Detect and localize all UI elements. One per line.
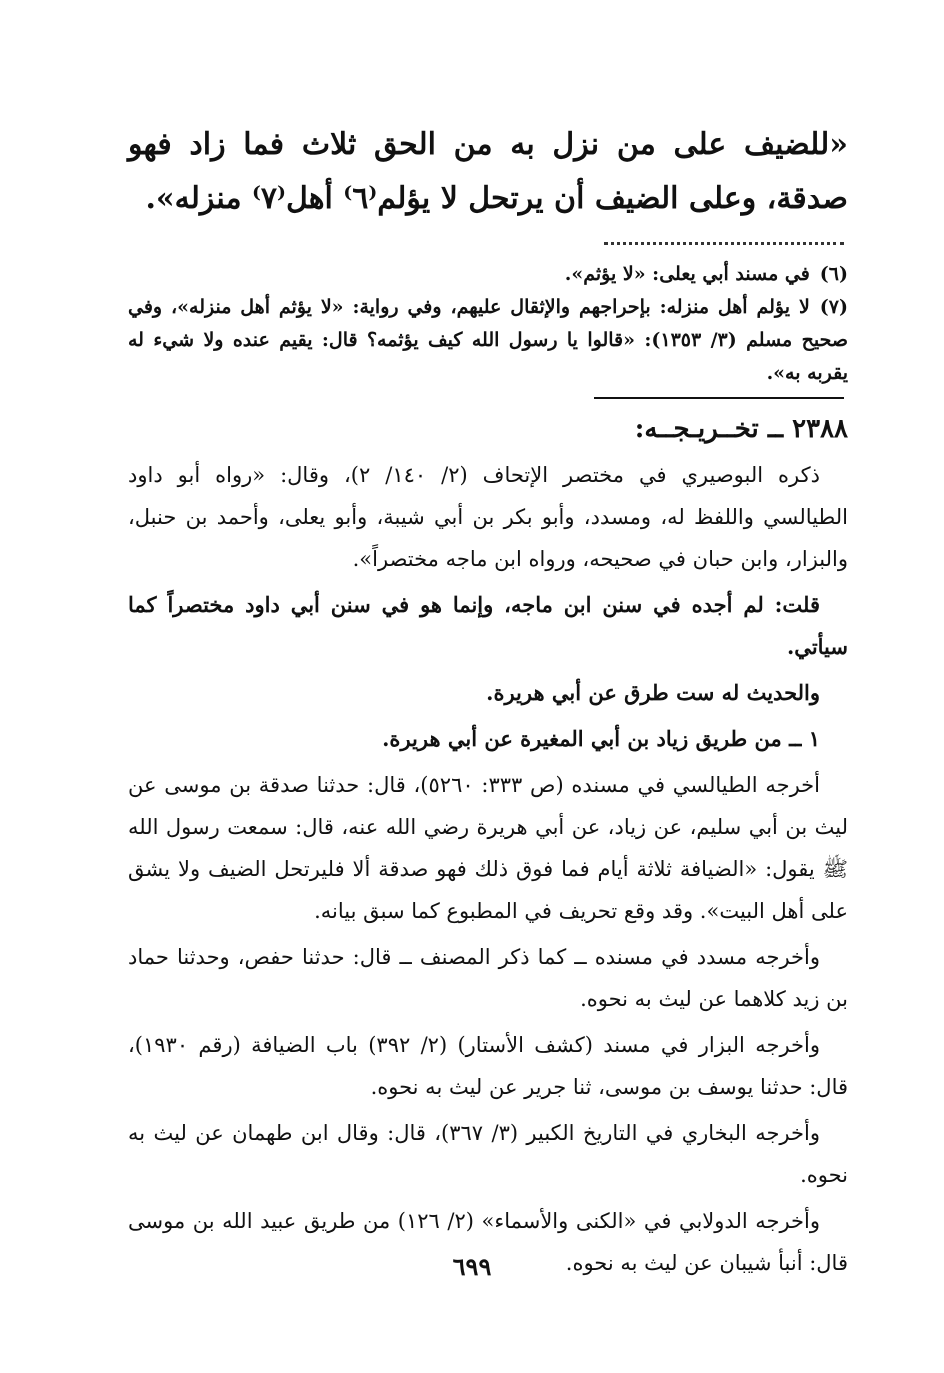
takhrij-section xyxy=(128,408,848,1288)
section-heading: ٢٣٨٨ ــ تخــريـجــه: xyxy=(634,414,848,444)
footnotes xyxy=(128,258,848,390)
paragraph: وأخرجه الدولابي في «الكنى والأسماء» (٢/ ١٢٦) من طريق عبيد الله بن موسى قال: أنبأ شيبان عن ليث به نحوه. xyxy=(128,1209,848,1275)
section-rule xyxy=(594,397,844,399)
paragraph: وأخرجه البخاري في التاريخ الكبير (٣/ ٣٦٧)، قال: وقال ابن طهمان عن ليث به نحوه. xyxy=(128,1121,848,1187)
footnote-6 xyxy=(128,258,848,291)
footnote-number: (٦) xyxy=(819,263,848,285)
paragraph: ذكره البوصيري في مختصر الإتحاف (٢/ ١٤٠/ ٢)، وقال: «رواه أبو داود الطيالسي واللفظ له، ومسدد، وأبو بكر بن أبي شيبة، وأبو يعلى، وأحمد بن حنبل، والبزار، وابن حبان في صحيحه، ورواه ابن ماجه مختصراً». xyxy=(128,463,848,571)
paragraph: قلت: لم أجده في سنن ابن ماجه، وإنما هو في سنن أبي داود مختصراً كما سيأتي. xyxy=(128,592,848,659)
footnote-text: في مسند أبي يعلى: «لا يؤثم». xyxy=(564,263,810,285)
footnote-7 xyxy=(128,291,848,390)
footnote-number: (٧) xyxy=(819,296,848,318)
footnote-text: لا يؤلم أهل منزله: بإحراجهم والإثقال عليهم، وفي رواية: «لا يؤثم أهل منزله»، وفي صحيح مسلم (٣/ ١٣٥٣): «قالوا يا رسول الله كيف يؤثمه؟ قال: يقيم عنده ولا شيء له يقربه به». xyxy=(128,296,848,384)
paragraph: أخرجه الطيالسي في مسنده (ص ٣٣٣: ٥٢٦٠)، قال: حدثنا صدقة بن موسى عن ليث بن أبي سليم، عن زياد، عن أبي هريرة رضي الله عنه، قال: سمعت رسول الله ﷺ يقول: «الضيافة ثلاثة أيام فما فوق ذلك فهو صدقة ألا فليرتحل الضيف ولا يشق على أهل البيت». وقد وقع تحريف في المطبوع كما سبق بيانه. xyxy=(128,773,848,923)
footnote-separator xyxy=(604,232,844,245)
paragraph: ١ ــ من طريق زياد بن أبي المغيرة عن أبي هريرة. xyxy=(382,726,820,751)
paragraph: والحديث له ست طرق عن أبي هريرة. xyxy=(486,680,820,705)
page-number: ٦٩٩ xyxy=(452,1252,492,1281)
paragraph: وأخرجه البزار في مسند (كشف الأستار) (٢/ ٣٩٢) باب الضيافة (رقم ١٩٣٠)، قال: حدثنا يوسف بن موسى، ثنا جرير عن ليث به نحوه. xyxy=(128,1033,848,1099)
paragraph: وأخرجه مسدد في مسنده ــ كما ذكر المصنف ــ قال: حدثنا حفص، وحدثنا حماد بن زيد كلاهما عن ليث به نحوه. xyxy=(128,945,848,1011)
hadith-quote: «للضيف على من نزل به من الحق ثلاث فما زاد فهو صدقة، وعلى الضيف أن يرتحل لا يؤلم⁽٦⁾ أهل⁽٧⁾ منزله». xyxy=(128,127,848,216)
